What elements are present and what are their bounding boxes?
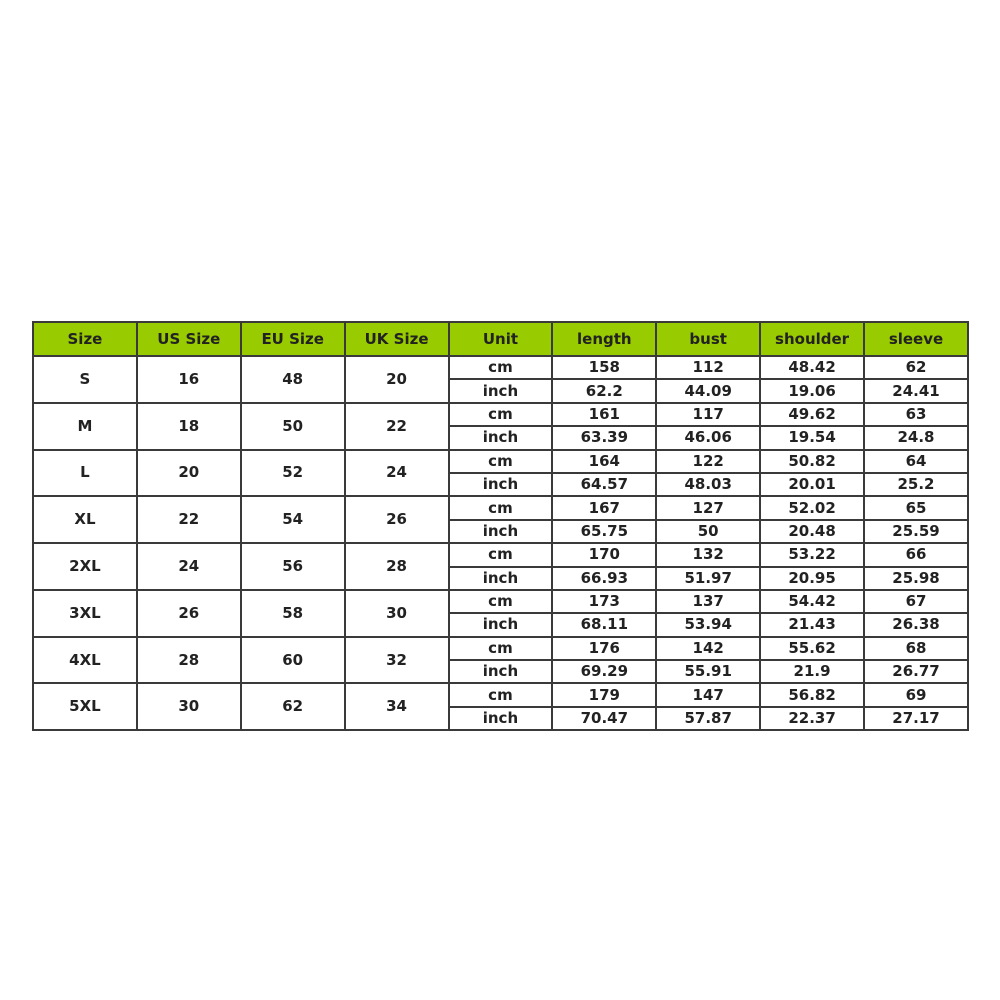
eu-size-cell: 50 (241, 403, 345, 450)
bust-cm-cell: 112 (656, 356, 760, 379)
length-inch-cell: 70.47 (552, 707, 656, 730)
length-inch-cell: 66.93 (552, 567, 656, 590)
sleeve-inch-cell: 25.59 (864, 520, 968, 543)
eu-size-cell: 62 (241, 683, 345, 730)
sleeve-inch-cell: 27.17 (864, 707, 968, 730)
length-inch-cell: 64.57 (552, 473, 656, 496)
uk-size-cell: 26 (345, 496, 449, 543)
sleeve-cm-cell: 68 (864, 637, 968, 660)
header-sleeve: sleeve (864, 322, 968, 356)
unit-cm-cell: cm (449, 590, 553, 613)
shoulder-inch-cell: 19.06 (760, 379, 864, 402)
length-cm-cell: 176 (552, 637, 656, 660)
eu-size-cell: 60 (241, 637, 345, 684)
shoulder-cm-cell: 48.42 (760, 356, 864, 379)
sleeve-inch-cell: 24.41 (864, 379, 968, 402)
us-size-cell: 28 (137, 637, 241, 684)
length-cm-cell: 158 (552, 356, 656, 379)
size-cell: M (33, 403, 137, 450)
shoulder-inch-cell: 20.95 (760, 567, 864, 590)
us-size-cell: 30 (137, 683, 241, 730)
us-size-cell: 20 (137, 450, 241, 497)
length-cm-cell: 173 (552, 590, 656, 613)
shoulder-cm-cell: 49.62 (760, 403, 864, 426)
sleeve-cm-cell: 62 (864, 356, 968, 379)
length-cm-cell: 167 (552, 496, 656, 519)
length-inch-cell: 63.39 (552, 426, 656, 449)
unit-cm-cell: cm (449, 637, 553, 660)
size-cell: 2XL (33, 543, 137, 590)
size-cell: 3XL (33, 590, 137, 637)
sleeve-cm-cell: 63 (864, 403, 968, 426)
us-size-cell: 26 (137, 590, 241, 637)
length-cm-cell: 179 (552, 683, 656, 706)
unit-cm-cell: cm (449, 450, 553, 473)
bust-cm-cell: 137 (656, 590, 760, 613)
us-size-cell: 18 (137, 403, 241, 450)
sleeve-cm-cell: 69 (864, 683, 968, 706)
shoulder-inch-cell: 21.43 (760, 613, 864, 636)
sleeve-inch-cell: 25.2 (864, 473, 968, 496)
table-row (33, 496, 968, 519)
eu-size-cell: 52 (241, 450, 345, 497)
size-cell: 4XL (33, 637, 137, 684)
uk-size-cell: 34 (345, 683, 449, 730)
header-row (33, 322, 968, 356)
uk-size-cell: 20 (345, 356, 449, 403)
shoulder-cm-cell: 56.82 (760, 683, 864, 706)
length-cm-cell: 164 (552, 450, 656, 473)
sleeve-inch-cell: 24.8 (864, 426, 968, 449)
unit-cm-cell: cm (449, 356, 553, 379)
header-us-size: US Size (137, 322, 241, 356)
unit-inch-cell: inch (449, 613, 553, 636)
sleeve-cm-cell: 67 (864, 590, 968, 613)
shoulder-inch-cell: 21.9 (760, 660, 864, 683)
bust-cm-cell: 142 (656, 637, 760, 660)
length-inch-cell: 65.75 (552, 520, 656, 543)
shoulder-inch-cell: 20.01 (760, 473, 864, 496)
table-row (33, 450, 968, 473)
shoulder-cm-cell: 52.02 (760, 496, 864, 519)
us-size-cell: 24 (137, 543, 241, 590)
sleeve-inch-cell: 26.77 (864, 660, 968, 683)
bust-cm-cell: 127 (656, 496, 760, 519)
length-cm-cell: 170 (552, 543, 656, 566)
unit-inch-cell: inch (449, 473, 553, 496)
shoulder-cm-cell: 53.22 (760, 543, 864, 566)
uk-size-cell: 22 (345, 403, 449, 450)
unit-inch-cell: inch (449, 660, 553, 683)
header-bust: bust (656, 322, 760, 356)
bust-cm-cell: 132 (656, 543, 760, 566)
length-cm-cell: 161 (552, 403, 656, 426)
table-row (33, 543, 968, 566)
shoulder-cm-cell: 50.82 (760, 450, 864, 473)
table-row (33, 403, 968, 426)
uk-size-cell: 32 (345, 637, 449, 684)
bust-cm-cell: 117 (656, 403, 760, 426)
unit-inch-cell: inch (449, 707, 553, 730)
size-cell: L (33, 450, 137, 497)
eu-size-cell: 56 (241, 543, 345, 590)
eu-size-cell: 58 (241, 590, 345, 637)
header-size: Size (33, 322, 137, 356)
unit-cm-cell: cm (449, 403, 553, 426)
sleeve-cm-cell: 66 (864, 543, 968, 566)
size-cell: 5XL (33, 683, 137, 730)
sleeve-cm-cell: 64 (864, 450, 968, 473)
unit-cm-cell: cm (449, 496, 553, 519)
uk-size-cell: 30 (345, 590, 449, 637)
table-row (33, 590, 968, 613)
bust-inch-cell: 53.94 (656, 613, 760, 636)
unit-cm-cell: cm (449, 543, 553, 566)
length-inch-cell: 68.11 (552, 613, 656, 636)
unit-cm-cell: cm (449, 683, 553, 706)
bust-cm-cell: 147 (656, 683, 760, 706)
header-shoulder: shoulder (760, 322, 864, 356)
shoulder-inch-cell: 20.48 (760, 520, 864, 543)
shoulder-inch-cell: 19.54 (760, 426, 864, 449)
header-length: length (552, 322, 656, 356)
unit-inch-cell: inch (449, 520, 553, 543)
table-body (33, 356, 968, 730)
table-row (33, 637, 968, 660)
length-inch-cell: 62.2 (552, 379, 656, 402)
uk-size-cell: 24 (345, 450, 449, 497)
sleeve-inch-cell: 25.98 (864, 567, 968, 590)
size-chart-table (32, 321, 969, 731)
bust-cm-cell: 122 (656, 450, 760, 473)
unit-inch-cell: inch (449, 426, 553, 449)
bust-inch-cell: 50 (656, 520, 760, 543)
size-cell: XL (33, 496, 137, 543)
header-eu-size: EU Size (241, 322, 345, 356)
header-unit: Unit (449, 322, 553, 356)
size-cell: S (33, 356, 137, 403)
length-inch-cell: 69.29 (552, 660, 656, 683)
bust-inch-cell: 44.09 (656, 379, 760, 402)
bust-inch-cell: 46.06 (656, 426, 760, 449)
eu-size-cell: 54 (241, 496, 345, 543)
bust-inch-cell: 55.91 (656, 660, 760, 683)
sleeve-cm-cell: 65 (864, 496, 968, 519)
unit-inch-cell: inch (449, 567, 553, 590)
shoulder-cm-cell: 55.62 (760, 637, 864, 660)
shoulder-cm-cell: 54.42 (760, 590, 864, 613)
bust-inch-cell: 57.87 (656, 707, 760, 730)
sleeve-inch-cell: 26.38 (864, 613, 968, 636)
uk-size-cell: 28 (345, 543, 449, 590)
bust-inch-cell: 51.97 (656, 567, 760, 590)
shoulder-inch-cell: 22.37 (760, 707, 864, 730)
us-size-cell: 16 (137, 356, 241, 403)
eu-size-cell: 48 (241, 356, 345, 403)
unit-inch-cell: inch (449, 379, 553, 402)
header-uk-size: UK Size (345, 322, 449, 356)
us-size-cell: 22 (137, 496, 241, 543)
table-row (33, 683, 968, 706)
table-row (33, 356, 968, 379)
bust-inch-cell: 48.03 (656, 473, 760, 496)
